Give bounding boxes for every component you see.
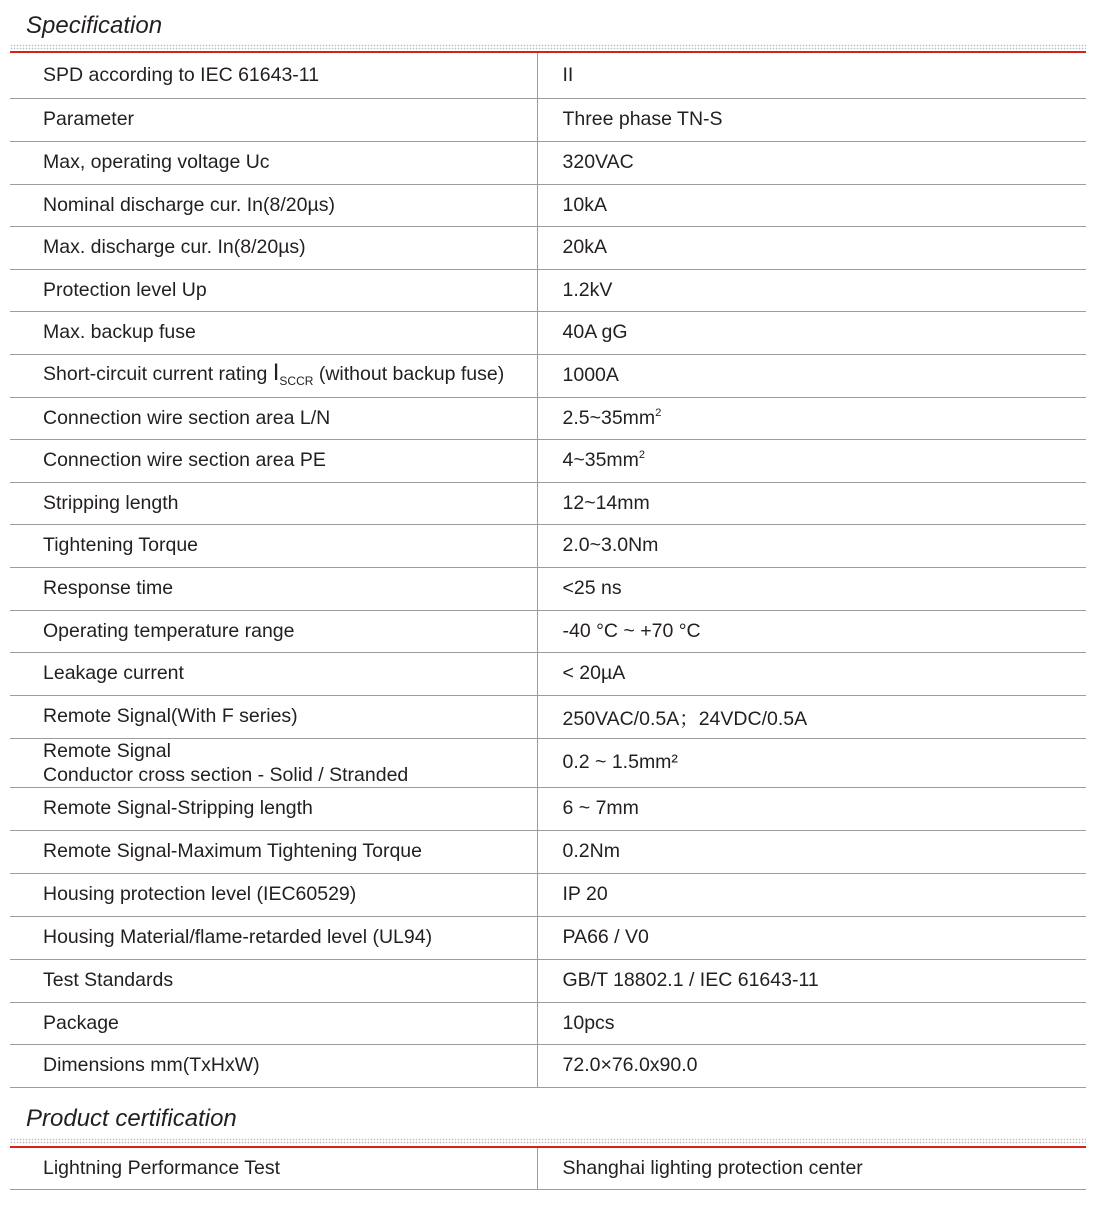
specification-title: Specification — [26, 12, 163, 39]
spec-value-text: 2.5~35mm — [562, 406, 656, 429]
table-row — [10, 695, 1086, 738]
table-row — [10, 873, 1086, 916]
spec-value: GB/T 18802.1 / IEC 61643-11 — [537, 959, 1086, 1002]
spec-label-part: Short-circuit current rating — [43, 363, 273, 385]
specification-table — [10, 53, 1086, 1088]
spec-label: Connection wire section area PE — [10, 439, 537, 482]
spec-label: Operating temperature range — [10, 610, 537, 652]
spec-value: 10kA — [537, 184, 1086, 226]
table-row — [10, 53, 1086, 98]
certification-section — [0, 1090, 1098, 1220]
spec-label-part: I — [272, 359, 280, 386]
table-row — [10, 567, 1086, 610]
table-row — [10, 1044, 1086, 1087]
spec-value: II — [537, 53, 1086, 98]
spec-label-part: SCCR — [279, 374, 314, 388]
table-row — [10, 652, 1086, 695]
table-row — [10, 269, 1086, 311]
spec-label: Tightening Torque — [10, 524, 537, 567]
dotted-divider — [10, 1138, 1086, 1144]
dotted-divider — [10, 44, 1086, 50]
table-row — [10, 830, 1086, 873]
spec-label: Test Standards — [10, 959, 537, 1002]
table-row — [10, 226, 1086, 269]
table-row — [10, 787, 1086, 830]
spec-label: Connection wire section area L/N — [10, 397, 537, 439]
spec-label: Max, operating voltage Uc — [10, 141, 537, 184]
spec-label-line: Remote Signal — [43, 739, 171, 762]
spec-value: <25 ns — [537, 567, 1086, 610]
table-row — [10, 141, 1086, 184]
spec-label — [10, 738, 537, 787]
spec-value: PA66 / V0 — [537, 916, 1086, 959]
spec-label: Remote Signal(With F series) — [10, 695, 537, 738]
spec-label: Package — [10, 1002, 537, 1044]
table-row — [10, 354, 1086, 397]
spec-value: 0.2 ~ 1.5mm² — [537, 738, 1086, 787]
spec-label: Max. backup fuse — [10, 311, 537, 354]
table-row — [10, 184, 1086, 226]
spec-label: SPD according to IEC 61643-11 — [10, 53, 537, 98]
table-row — [10, 916, 1086, 959]
spec-value: < 20µA — [537, 652, 1086, 695]
table-row — [10, 397, 1086, 439]
spec-value: 10pcs — [537, 1002, 1086, 1044]
spec-label: Parameter — [10, 98, 537, 141]
spec-label: Housing Material/flame-retarded level (UL94) — [10, 916, 537, 959]
table-row — [10, 311, 1086, 354]
table-row — [10, 524, 1086, 567]
spec-label: Dimensions mm(TxHxW) — [10, 1044, 537, 1087]
spec-label: Housing protection level (IEC60529) — [10, 873, 537, 916]
spec-value: -40 °C ~ +70 °C — [537, 610, 1086, 652]
spec-value: Three phase TN-S — [537, 98, 1086, 141]
spec-value: 1.2kV — [537, 269, 1086, 311]
spec-label — [10, 354, 537, 397]
spec-label: Lightning Performance Test — [10, 1148, 537, 1189]
certification-table — [10, 1148, 1086, 1190]
spec-value — [537, 439, 1086, 482]
table-row — [10, 959, 1086, 1002]
table-row — [10, 610, 1086, 652]
spec-label: Remote Signal-Stripping length — [10, 787, 537, 830]
spec-label: Leakage current — [10, 652, 537, 695]
table-row — [10, 738, 1086, 787]
spec-value-text: 4~35mm — [562, 449, 639, 471]
spec-value: Shanghai lighting protection center — [537, 1148, 1086, 1189]
spec-value: 250VAC/0.5A；24VDC/0.5A — [537, 695, 1086, 738]
spec-value-superscript: 2 — [638, 449, 646, 461]
table-row — [10, 1148, 1086, 1189]
spec-value: IP 20 — [537, 873, 1086, 916]
table-row — [10, 482, 1086, 524]
certification-title: Product certification — [26, 1105, 237, 1132]
spec-value: 20kA — [537, 226, 1086, 269]
spec-label-part: (without backup fuse) — [313, 363, 505, 385]
table-row — [10, 439, 1086, 482]
spec-value: 0.2Nm — [537, 830, 1086, 873]
spec-value-superscript: 2 — [655, 406, 662, 419]
table-row — [10, 98, 1086, 141]
spec-label: Stripping length — [10, 482, 537, 524]
spec-value — [537, 397, 1086, 439]
spec-value: 6 ~ 7mm — [537, 787, 1086, 830]
spec-value: 320VAC — [537, 141, 1086, 184]
spec-label: Protection level Up — [10, 269, 537, 311]
spec-value: 1000A — [537, 354, 1086, 397]
spec-value: 40A gG — [537, 311, 1086, 354]
spec-value: 12~14mm — [537, 482, 1086, 524]
spec-label: Response time — [10, 567, 537, 610]
spec-label: Max. discharge cur. In(8/20µs) — [10, 226, 537, 269]
spec-label: Remote Signal-Maximum Tightening Torque — [10, 830, 537, 873]
spec-label-line: Conductor cross section - Solid / Stranded — [43, 763, 409, 786]
spec-value: 72.0×76.0x90.0 — [537, 1044, 1086, 1087]
spec-value: 2.0~3.0Nm — [537, 524, 1086, 567]
spec-label: Nominal discharge cur. In(8/20µs) — [10, 184, 537, 226]
table-row — [10, 1002, 1086, 1044]
